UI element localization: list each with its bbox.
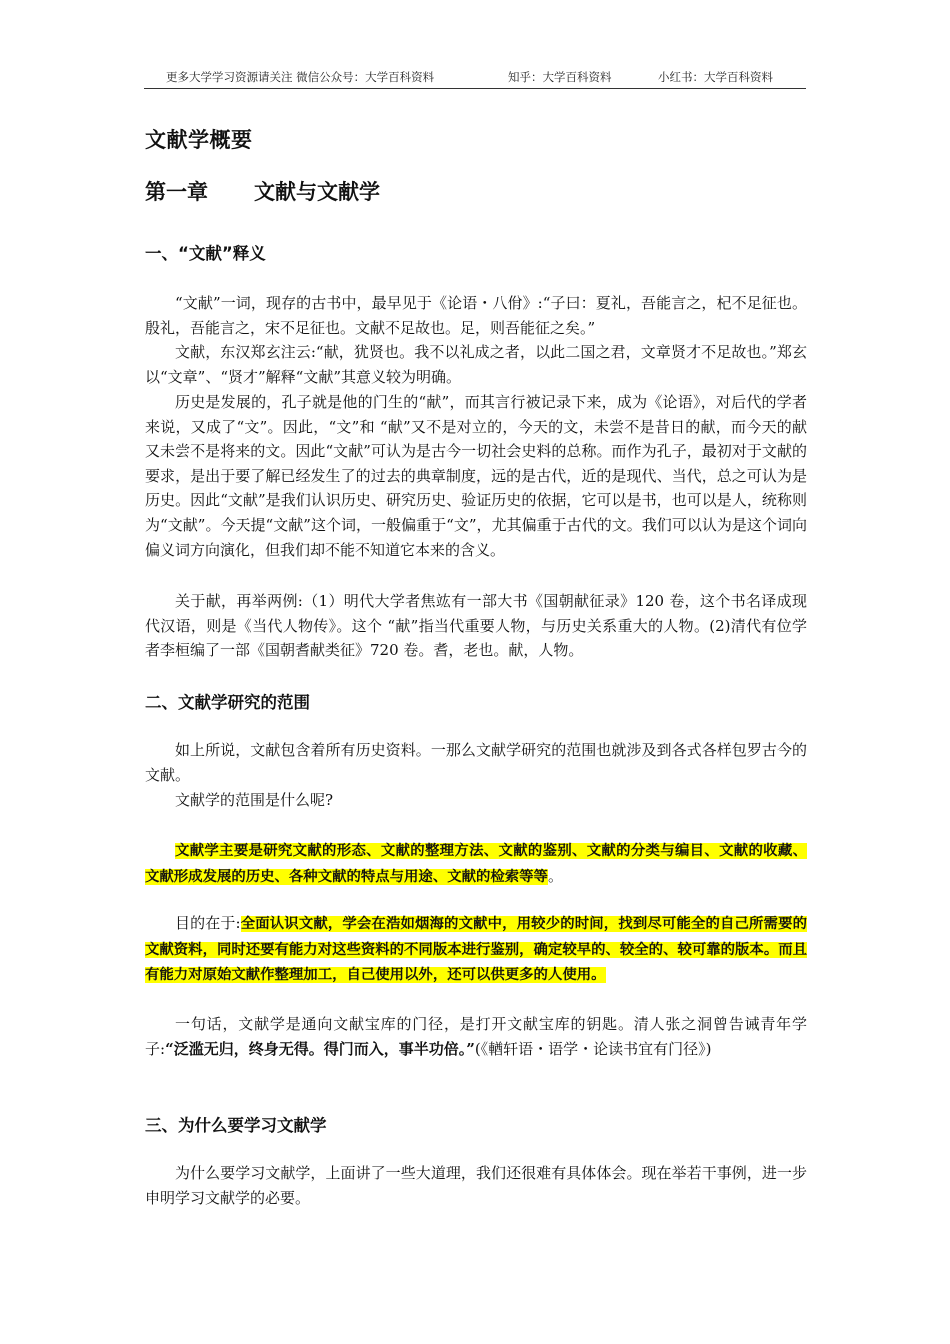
document-title: 文献学概要 [145, 128, 253, 152]
section-heading-1: 一、“文献”释义 [145, 244, 266, 263]
header-wechat-note: 更多大学学习资源请关注 微信公众号：大学百科资料 [166, 70, 435, 84]
paragraph: 为什么要学习文献学，上面讲了一些大道理，我们还很难有具体体会。现在举若干事例，进一步申明学习文献学的必要。 [145, 1164, 807, 1207]
paragraph: 关于献，再举两例:（1）明代大学者焦竑有一部大书《国朝献征录》120 卷，这个书名译成现代汉语，则是《当代人物传》。这个 “献”指当代重要人物，与历史关系重大的人物。(2)清代有位学者李桓编了一部《国朝耆献类征》720 卷。耆，老也。献，人物。 [145, 592, 807, 660]
chapter-number: 第一章 [145, 180, 208, 204]
quote-text: “泛滥无归，终身无得。得门而入，事半功倍。” [165, 1039, 475, 1058]
page-header [144, 66, 806, 89]
highlighted-paragraph: 目的在于:全面认识文献，学会在浩如烟海的文献中，用较少的时间，找到尽可能全的自己所需要的文献资料，同时还要有能力对这些资料的不同版本进行鉴别，确定较早的、较全的、较可靠的版本。而且有能力对原始文献作整理加工，自己使用以外，还可以供更多的人使用。 [145, 914, 807, 984]
paragraph: “文献”一词，现存的古书中，最早见于《论语・八佾》:“子曰：夏礼，吾能言之，杞不足征也。殷礼，吾能言之，宋不足征也。文献不足故也。足，则吾能征之矣。” [145, 294, 807, 337]
section-heading-3: 三、为什么要学习文献学 [145, 1116, 327, 1135]
highlighted-paragraph: 文献学主要是研究文献的形态、文献的整理方法、文献的鉴别、文献的分类与编目、文献的收藏、文献形成发展的历史、各种文献的特点与用途、文献的检索等等。 [145, 843, 807, 885]
header-xiaohongshu-note: 小红书：大学百科资料 [658, 70, 773, 84]
highlighted-text: 全面认识文献，学会在浩如烟海的文献中，用较少的时间，找到尽可能全的自己所需要的文献资料，同时还要有能力对这些资料的不同版本进行鉴别，确定较早的、较全的、较可靠的版本。而且有能力对原始文献作整理加工，自己使用以外，还可以供更多的人使用。 [145, 916, 807, 984]
paragraph: 一句话，文献学是通向文献宝库的门径，是打开文献宝库的钥匙。清人张之洞曾告诫青年学子:“泛滥无归，终身无得。得门而入，事半功倍。”(《輶轩语・语学・论读书宜有门径》) [145, 1015, 807, 1058]
header-zhihu-note: 知乎：大学百科资料 [508, 70, 612, 84]
paragraph: 历史是发展的，孔子就是他的门生的“献”，而其言行被记录下来，成为《论语》，对后代的学者来说，又成了“文”。因此，“文”和 “献”又不是对立的，今天的文，未尝不是昔日的献，而今天的献又未尝不是将来的文。因此“文献”可认为是古今一切社会史料的总称。而作为孔子，最初对于文献的要求，是出于要了解已经发生了的过去的典章制度，远的是古代，近的是现代、当代，总之可认为是历史。因此“文献”是我们认识历史、研究历史、验证历史的依据，它可以是书，也可以是人，统称则为“文献”。今天提“文献”这个词，一般偏重于“文”，尤其偏重于古代的文。我们可以认为是这个词向偏义词方向演化，但我们却不能不知道它本来的含义。 [145, 393, 807, 559]
chapter-heading [145, 176, 380, 206]
paragraph: 如上所说，文献包含着所有历史资料。一那么文献学研究的范围也就涉及到各式各样包罗古今的文献。 [145, 741, 807, 784]
quote-source: (《輶轩语・语学・论读书宜有门径》) [474, 1039, 712, 1058]
paragraph: 文献，东汉郑玄注云:“献，犹贤也。我不以礼成之者，以此二国之君，文章贤才不足故也。”郑玄以“文章”、“贤才”解释“文献”其意义较为明确。 [145, 343, 807, 386]
chapter-title: 文献与文献学 [254, 180, 380, 204]
highlighted-text: 文献学主要是研究文献的形态、文献的整理方法、文献的鉴别、文献的分类与编目、文献的收藏、文献形成发展的历史、各种文献的特点与用途、文献的检索等等 [145, 843, 807, 885]
section-heading-2: 二、文献学研究的范围 [145, 693, 310, 712]
paragraph: 文献学的范围是什么呢? [175, 791, 334, 809]
